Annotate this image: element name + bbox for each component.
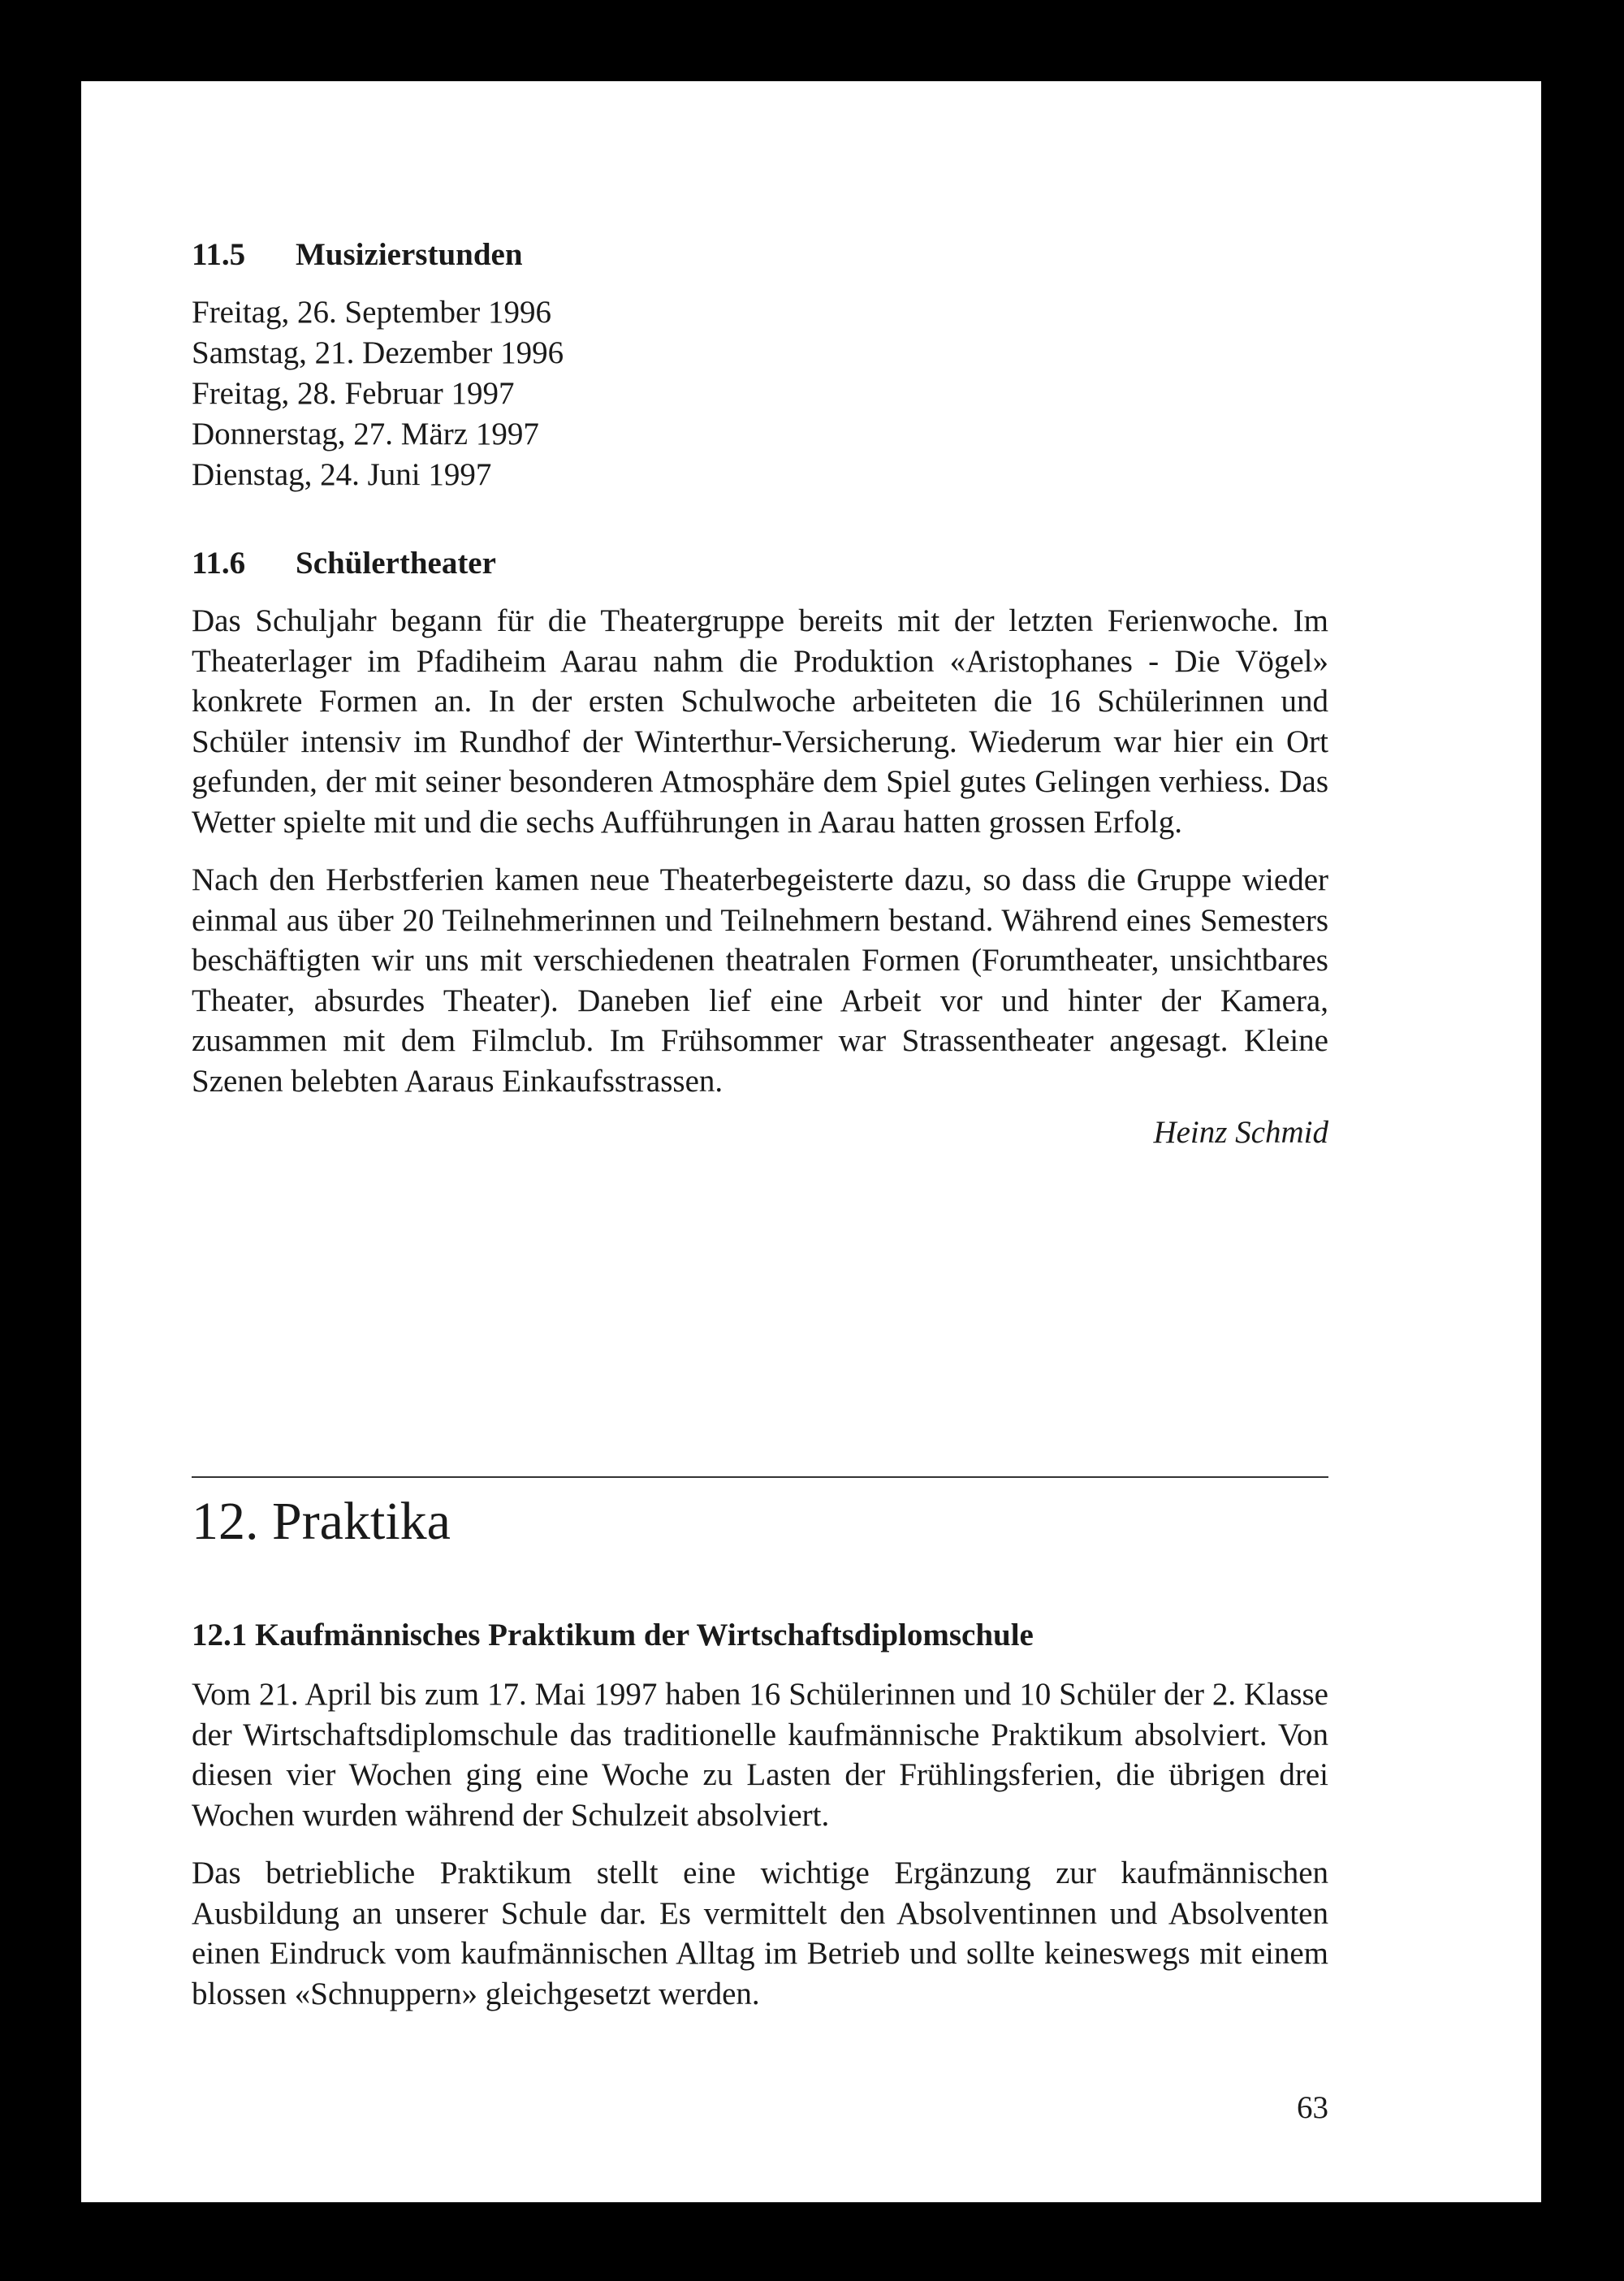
date-item: Freitag, 28. Februar 1997: [192, 376, 515, 411]
chapter-12-body: [192, 1616, 1328, 2014]
section-title: Schülertheater: [296, 546, 496, 581]
date-item: Freitag, 26. September 1996: [192, 295, 551, 330]
document-page: [81, 81, 1541, 2202]
theater-paragraph-1: Das Schuljahr begann für die Theatergruppe bereits mit der letzten Ferienwoche. Im Theaterlager im Pfadiheim Aarau nahm die Produktion «Aristophanes - Die Vögel» konkrete Formen an. In der ersten Schulwoche arbeiteten die 16 Schülerinnen und Schüler intensiv im Rundhof der Winterthur-Versicherung. Wiederum war hier ein Ort gefunden, der mit seiner besonderen Atmosphäre dem Spiel gutes Gelingen verhiess. Das Wetter spielte mit und die sechs Aufführungen in Aarau hatten grossen Erfolg.: [192, 603, 1328, 840]
date-list: [192, 292, 1328, 495]
chapter-title: 12. Praktika: [192, 1492, 451, 1551]
date-item: Dienstag, 24. Juni 1997: [192, 457, 492, 492]
praktikum-paragraph-2: Das betriebliche Praktikum stellt eine wichtige Ergänzung zur kaufmännischen Ausbildung an unserer Schule dar. Es vermittelt den Absolventinnen und Absolventen einen Eindruck vom kaufmännischen Alltag im Betrieb und sollte keineswegs mit einem blossen «Schnuppern» gleichgesetzt werden.: [192, 1855, 1328, 2011]
theater-paragraph-2: Nach den Herbstferien kamen neue Theaterbegeisterte dazu, so dass die Gruppe wieder einmal aus über 20 Teilnehmerinnen und Teilnehmern bestand. Während eines Semesters beschäftigten wir uns mit verschiedenen theatralen Formen (Forumtheater, unsichtbares Theater, absurdes Theater). Daneben lief eine Arbeit vor und hinter der Kamera, zusammen mit dem Filmclub. Im Frühsommer war Strassentheater angesagt. Kleine Szenen belebten Aaraus Einkaufsstrassen.: [192, 862, 1328, 1099]
date-item: Donnerstag, 27. März 1997: [192, 417, 539, 451]
section-title: Musizierstunden: [296, 237, 523, 272]
page-content: [192, 235, 1328, 2011]
section-heading-schuelertheater: [192, 544, 1328, 583]
section-number: 11.6: [192, 546, 246, 581]
date-item: Samstag, 21. Dezember 1996: [192, 335, 564, 370]
subsection-heading: 12.1 Kaufmännisches Praktikum der Wirtschaftsdiplomschule: [192, 1618, 1034, 1652]
section-heading-musizierstunden: [192, 235, 1328, 274]
chapter-divider: [192, 1476, 1328, 1478]
praktikum-paragraph-1: Vom 21. April bis zum 17. Mai 1997 haben 16 Schülerinnen und 10 Schüler der 2. Klasse der Wirtschaftsdiplomschule das traditionelle kaufmännische Praktikum absolviert. Von diesen vier Wochen ging eine Woche zu Lasten der Frühlingsferien, die übrigen drei Wochen wurden während der Schulzeit absolviert.: [192, 1677, 1328, 1833]
section-number: 11.5: [192, 237, 246, 272]
author-signature: Heinz Schmid: [1153, 1115, 1328, 1150]
page-number: 63: [1297, 2090, 1328, 2125]
